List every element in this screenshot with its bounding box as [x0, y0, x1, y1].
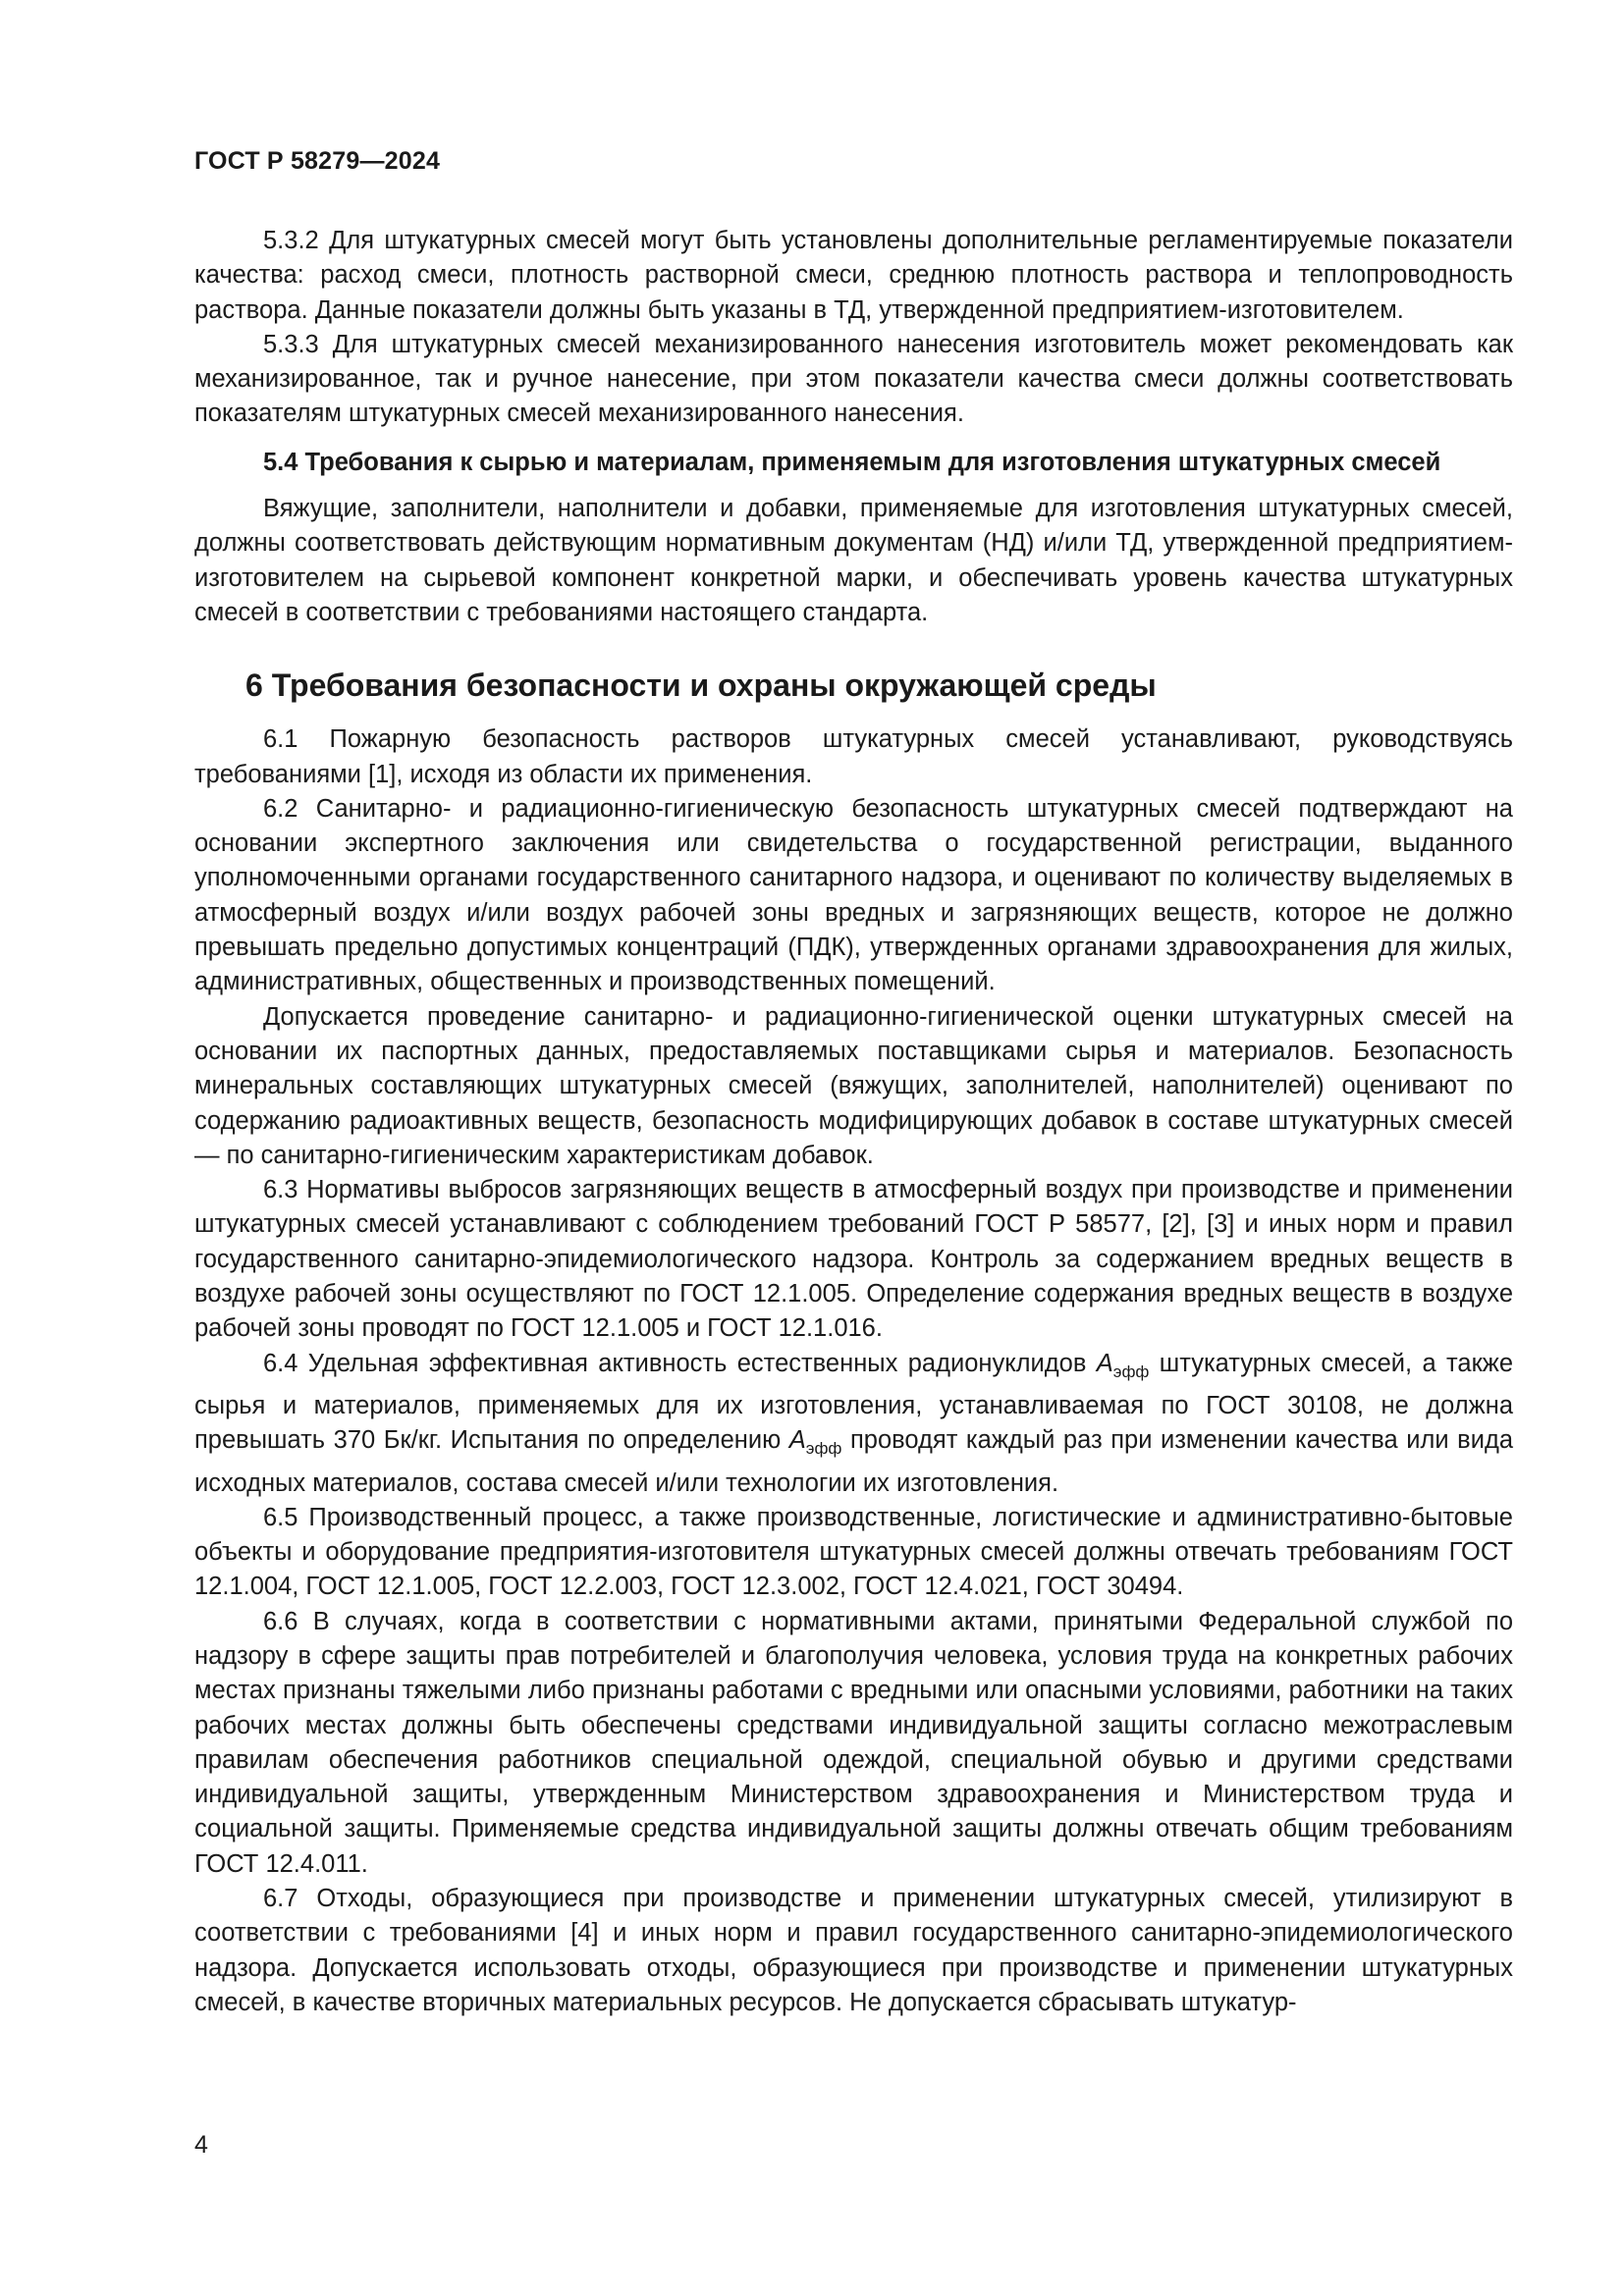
section-heading-5-4: 5.4 Требования к сырью и материалам, применяемым для изготовления штукатурных смесей — [263, 448, 1441, 476]
paragraph-5-3-3: 5.3.3 Для штукатурных смесей механизированного нанесения изготовитель может рекомендовать как механизированное, так и ручное нанесение, при этом показатели качества смеси должны соответствовать показателям штукатурных смесей механизированного нанесения. — [194, 330, 1513, 428]
paragraph-6-4-part-a: 6.4 Удельная эффективная активность естественных радионуклидов — [263, 1349, 1097, 1377]
paragraph-6-7: 6.7 Отходы, образующиеся при производстве и применении штукатурных смесей, утилизируют в соответствии с требованиями [4] и иных норм и правил государственного санитарно-эпидемиологического надзора. Допускается использовать отходы, образующиеся при производстве и применении штукатурных смесей, в качестве вторичных материальных ресурсов. Не допускается сбрасывать штукатур- — [194, 1885, 1513, 2016]
paragraph-6-4-part-b: штукатурных смесей, а также сырья и материалов, применяемых для их изготовления, устанавливаемая по ГОСТ 30108, не должна превышать 370 Бк/кг. Испытания по определению — [194, 1349, 1514, 1455]
paragraph-6-6: 6.6 В случаях, когда в соответствии с нормативными актами, принятыми Федеральной службой по надзору в сфере защиты прав потребителей и благополучия человека, условия труда на конкретных рабочих местах признаны тяжелыми либо признаны работами с вредными или опасными условиями, работники на таких рабочих местах должны быть обеспечены средствами индивидуальной защиты согласно межотраслевым правилам обеспечения работников специальной одеждой, специальной обувью и другими средствами индивидуальной защиты, утвержденным Министерством здравоохранения и Министерством труда и социальной защиты. Применяемые средства индивидуальной защиты должны отвечать общим требованиям ГОСТ 12.4.011. — [194, 1607, 1513, 1878]
document-body — [194, 224, 1513, 2020]
symbol-a-eff: А — [1096, 1349, 1113, 1377]
paragraph-6-2: 6.2 Санитарно- и радиационно-гигиеническую безопасность штукатурных смесей подтверждают на основании экспертного заключения или свидетельства о государственной регистрации, выданного уполномоченными органами государственного санитарного надзора, и оценивают по количеству выделяемых в атмосферный воздух и/или воздух рабочей зоны вредных и загрязняющих веществ, которое не должно превышать предельно допустимых концентраций (ПДК), утвержденных органами здравоохранения для жилых, административных, общественных и производственных помещений. — [194, 794, 1513, 996]
paragraph-6-5: 6.5 Производственный процесс, а также производственные, логистические и административно-бытовые объекты и оборудование предприятия-изготовителя штукатурных смесей должны отвечать требованиям ГОСТ 12.1.004, ГОСТ 12.1.005, ГОСТ 12.2.003, ГОСТ 12.3.002, ГОСТ 12.4.021, ГОСТ 30494. — [194, 1503, 1513, 1601]
section-heading-6: 6 Требования безопасности и охраны окружающей среды — [245, 667, 1157, 704]
symbol-a-eff: А — [788, 1426, 806, 1455]
paragraph-6-4-part-c: проводят каждый раз при изменении качества или вида исходных материалов, состава смесей и/или технологии их изготовления. — [194, 1426, 1513, 1497]
symbol-a-eff-subscript: эфф — [805, 1439, 842, 1459]
paragraph-6-1: 6.1 Пожарную безопасность растворов штукатурных смесей устанавливают, руководствуясь требованиями [1], исходя из области их применения. — [194, 725, 1513, 788]
document-header: ГОСТ Р 58279—2024 — [194, 147, 441, 175]
paragraph-6-2-continued: Допускается проведение санитарно- и радиационно-гигиенической оценки штукатурных смесей на основании их паспортных данных, предоставляемых поставщиками сырья и материалов. Безопасность минеральных составляющих штукатурных смесей (вяжущих, заполнителей, наполнителей) оценивают по содержанию радиоактивных веществ, безопасность модифицирующих добавок в составе штукатурных смесей — по санитарно-гигиеническим характеристикам добавок. — [194, 1002, 1513, 1169]
paragraph-6-4 — [194, 1347, 1513, 1501]
paragraph-6-3: 6.3 Нормативы выбросов загрязняющих веществ в атмосферный воздух при производстве и применении штукатурных смесей устанавливают с соблюдением требований ГОСТ Р 58577, [2], [3] и иных норм и правил государственного санитарно-эпидемиологического надзора. Контроль за содержанием вредных веществ в воздухе рабочей зоны осуществляют по ГОСТ 12.1.005. Определение содержания вредных веществ в воздухе рабочей зоны проводят по ГОСТ 12.1.005 и ГОСТ 12.1.016. — [194, 1176, 1513, 1343]
paragraph-5-3-2: 5.3.2 Для штукатурных смесей могут быть установлены дополнительные регламентируемые показатели качества: расход смеси, плотность растворной смеси, среднюю плотность раствора и теплопроводность раствора. Данные показатели должны быть указаны в ТД, утвержденной предприятием-изготовителем. — [194, 227, 1513, 324]
page-number: 4 — [194, 2131, 208, 2159]
symbol-a-eff-subscript: эфф — [1112, 1362, 1150, 1381]
paragraph-5-4: Вяжущие, заполнители, наполнители и добавки, применяемые для изготовления штукатурных смесей, должны соответствовать действующим нормативным документам (НД) и/или ТД, утвержденной предприятием-изготовителем на сырьевой компонент конкретной марки, и обеспечивать уровень качества штукатурных смесей в соответствии с требованиями настоящего стандарта. — [194, 495, 1513, 626]
